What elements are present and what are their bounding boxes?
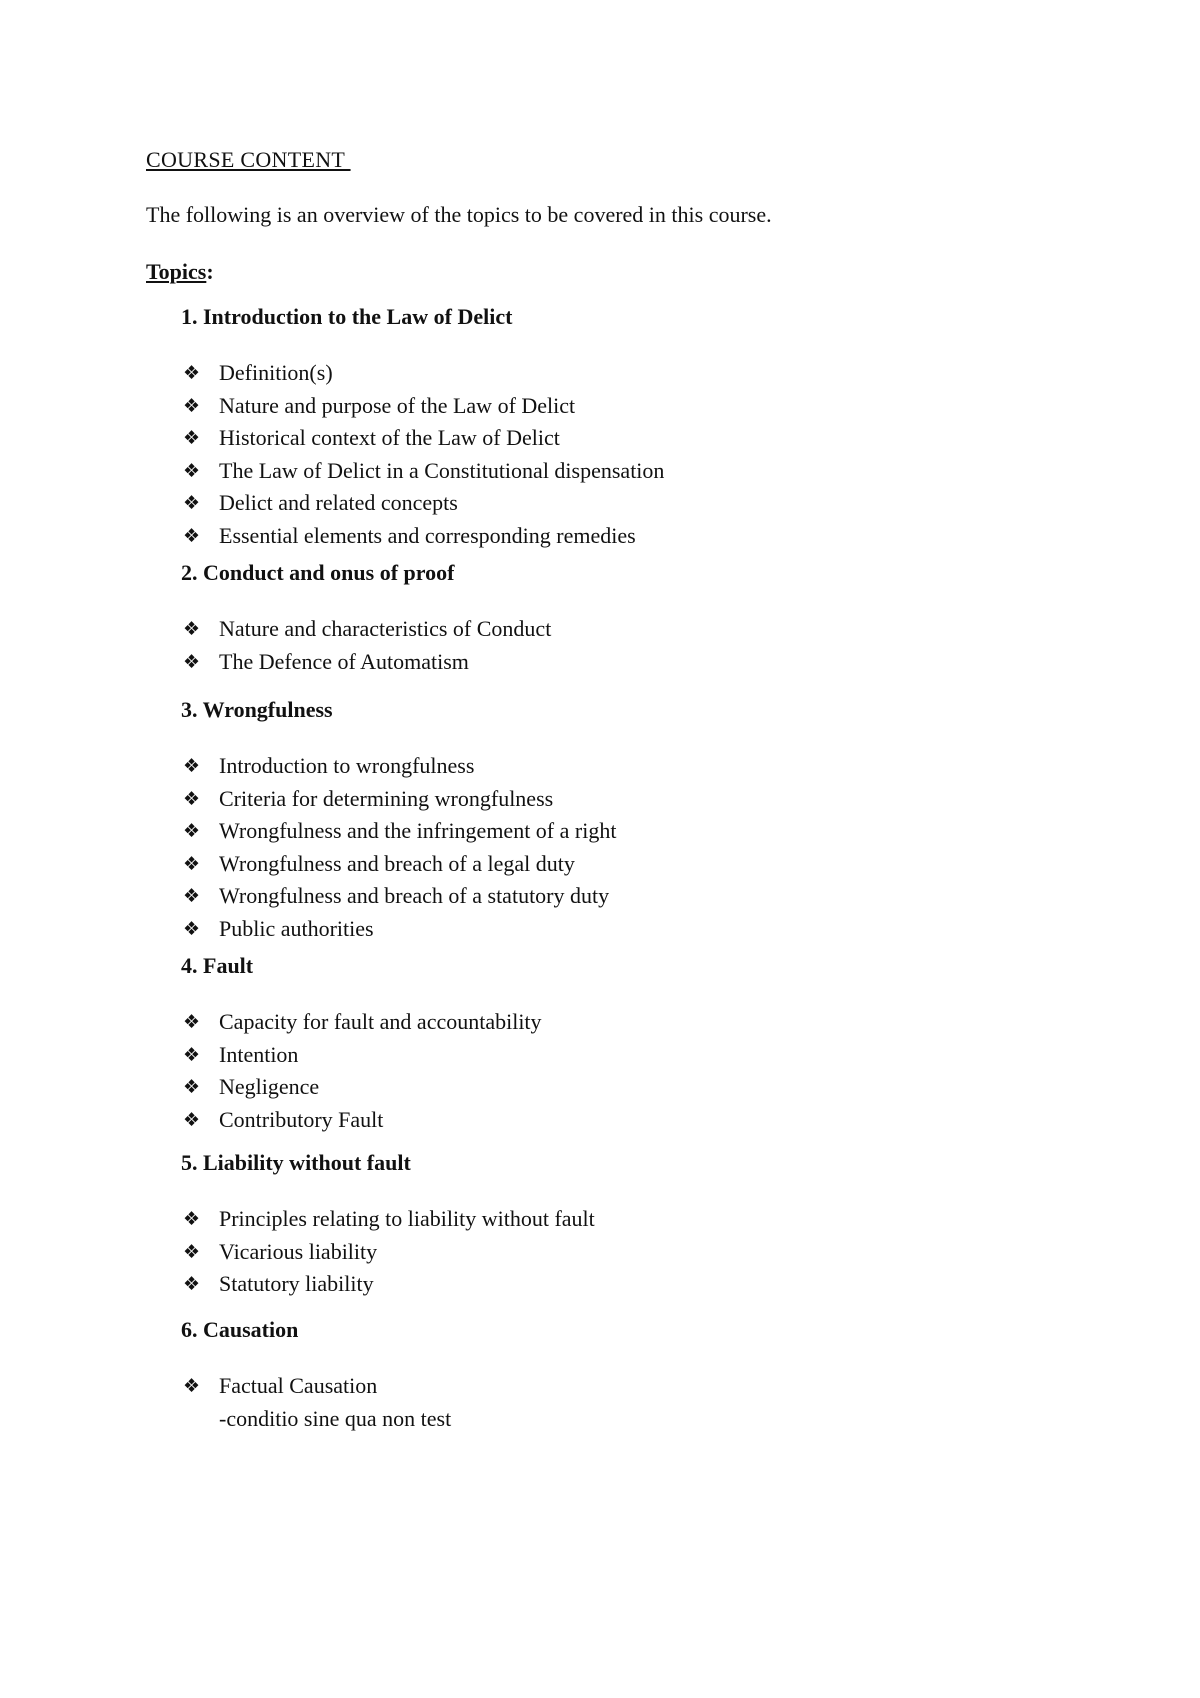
list-item-text: Factual Causation xyxy=(219,1373,378,1398)
diamond-bullet-icon: ❖ xyxy=(183,1375,201,1397)
list-item-text: Delict and related concepts xyxy=(219,490,458,516)
list-item-text: The Defence of Automatism xyxy=(219,648,469,674)
diamond-bullet-icon: ❖ xyxy=(183,459,201,482)
diamond-bullet-icon: ❖ xyxy=(183,885,201,908)
diamond-bullet-icon: ❖ xyxy=(183,1108,201,1131)
list-item-text: Negligence xyxy=(219,1074,320,1100)
list-item-text: The Law of Delict in a Constitutional dispensation xyxy=(219,457,665,483)
list-item-text: Wrongfulness and breach of a legal duty xyxy=(219,850,575,876)
list-item xyxy=(181,913,1081,946)
diamond-bullet-icon: ❖ xyxy=(183,852,201,875)
section-title: 4. Fault xyxy=(181,953,254,978)
diamond-bullet-icon: ❖ xyxy=(183,1076,201,1099)
section-title: 2. Conduct and onus of proof xyxy=(181,560,455,585)
diamond-bullet-icon: ❖ xyxy=(183,1011,201,1033)
list-item xyxy=(181,455,1081,488)
list-item-text: Essential elements and corresponding remedies xyxy=(219,522,636,548)
topics-label xyxy=(146,259,214,285)
topics-label-text: Topics xyxy=(146,259,207,284)
topic-section xyxy=(181,559,1081,678)
diamond-bullet-icon: ❖ xyxy=(183,427,201,450)
list-item xyxy=(181,815,1081,848)
topic-section xyxy=(181,952,1081,1136)
list-item xyxy=(181,357,1081,390)
list-item xyxy=(181,750,1081,783)
section-title: 1. Introduction to the Law of Delict xyxy=(181,304,513,329)
list-item xyxy=(181,880,1081,913)
bullet-list xyxy=(181,357,1081,553)
list-item xyxy=(181,783,1081,816)
diamond-bullet-icon: ❖ xyxy=(183,524,201,547)
diamond-bullet-icon: ❖ xyxy=(183,394,201,417)
list-item xyxy=(181,1104,1081,1137)
list-item-text: Criteria for determining wrongfulness xyxy=(219,785,554,811)
diamond-bullet-icon: ❖ xyxy=(183,1043,201,1066)
diamond-bullet-icon: ❖ xyxy=(183,618,201,640)
list-item xyxy=(181,422,1081,455)
list-item-text: Historical context of the Law of Delict xyxy=(219,425,560,451)
bullet-list xyxy=(181,1006,1081,1136)
list-item xyxy=(181,520,1081,553)
list-item-text: Principles relating to liability without fault xyxy=(219,1206,595,1231)
list-item-text: Wrongfulness and the infringement of a right xyxy=(219,818,617,844)
list-item-text: Contributory Fault xyxy=(219,1106,384,1132)
diamond-bullet-icon: ❖ xyxy=(183,1273,201,1296)
list-item-text: Definition(s) xyxy=(219,360,333,385)
topic-section xyxy=(181,303,1081,553)
list-item-text: Introduction to wrongfulness xyxy=(219,753,475,778)
list-item-text: Public authorities xyxy=(219,915,374,941)
list-item-text: Nature and characteristics of Conduct xyxy=(219,616,552,641)
list-item xyxy=(181,1039,1081,1072)
intro-paragraph: The following is an overview of the topics to be covered in this course. xyxy=(146,202,772,227)
section-title: 3. Wrongfulness xyxy=(181,697,333,722)
diamond-bullet-icon: ❖ xyxy=(183,820,201,843)
list-item-text: Nature and purpose of the Law of Delict xyxy=(219,392,576,418)
list-item-text: Statutory liability xyxy=(219,1271,374,1297)
bullet-list xyxy=(181,1203,1081,1301)
list-item-text: Vicarious liability xyxy=(219,1238,378,1264)
diamond-bullet-icon: ❖ xyxy=(183,917,201,940)
list-item-text: Capacity for fault and accountability xyxy=(219,1009,542,1034)
bullet-list xyxy=(181,1370,1081,1435)
topics-label-colon: : xyxy=(206,259,214,284)
list-item-text: Wrongfulness and breach of a statutory duty xyxy=(219,883,610,909)
list-item xyxy=(181,487,1081,520)
list-item xyxy=(181,390,1081,423)
list-item xyxy=(181,613,1081,646)
list-item xyxy=(181,1268,1081,1301)
list-item xyxy=(181,848,1081,881)
diamond-bullet-icon: ❖ xyxy=(183,492,201,515)
bullet-list xyxy=(181,613,1081,678)
list-item xyxy=(181,1370,1081,1435)
list-item xyxy=(181,646,1081,679)
bullet-list xyxy=(181,750,1081,946)
topic-section xyxy=(181,1316,1081,1435)
list-item xyxy=(181,1236,1081,1269)
section-title: 5. Liability without fault xyxy=(181,1150,411,1175)
list-item xyxy=(181,1203,1081,1236)
list-item xyxy=(181,1071,1081,1104)
diamond-bullet-icon: ❖ xyxy=(183,1240,201,1263)
diamond-bullet-icon: ❖ xyxy=(183,362,201,384)
list-item xyxy=(181,1006,1081,1039)
page-title: COURSE CONTENT xyxy=(146,147,351,172)
topic-section xyxy=(181,1149,1081,1301)
diamond-bullet-icon: ❖ xyxy=(183,755,201,777)
diamond-bullet-icon: ❖ xyxy=(183,1208,201,1230)
list-item-subline: -conditio sine qua non test xyxy=(219,1405,452,1431)
diamond-bullet-icon: ❖ xyxy=(183,650,201,673)
list-item-text: Intention xyxy=(219,1041,299,1067)
topic-section xyxy=(181,696,1081,946)
diamond-bullet-icon: ❖ xyxy=(183,787,201,810)
section-title: 6. Causation xyxy=(181,1317,299,1342)
